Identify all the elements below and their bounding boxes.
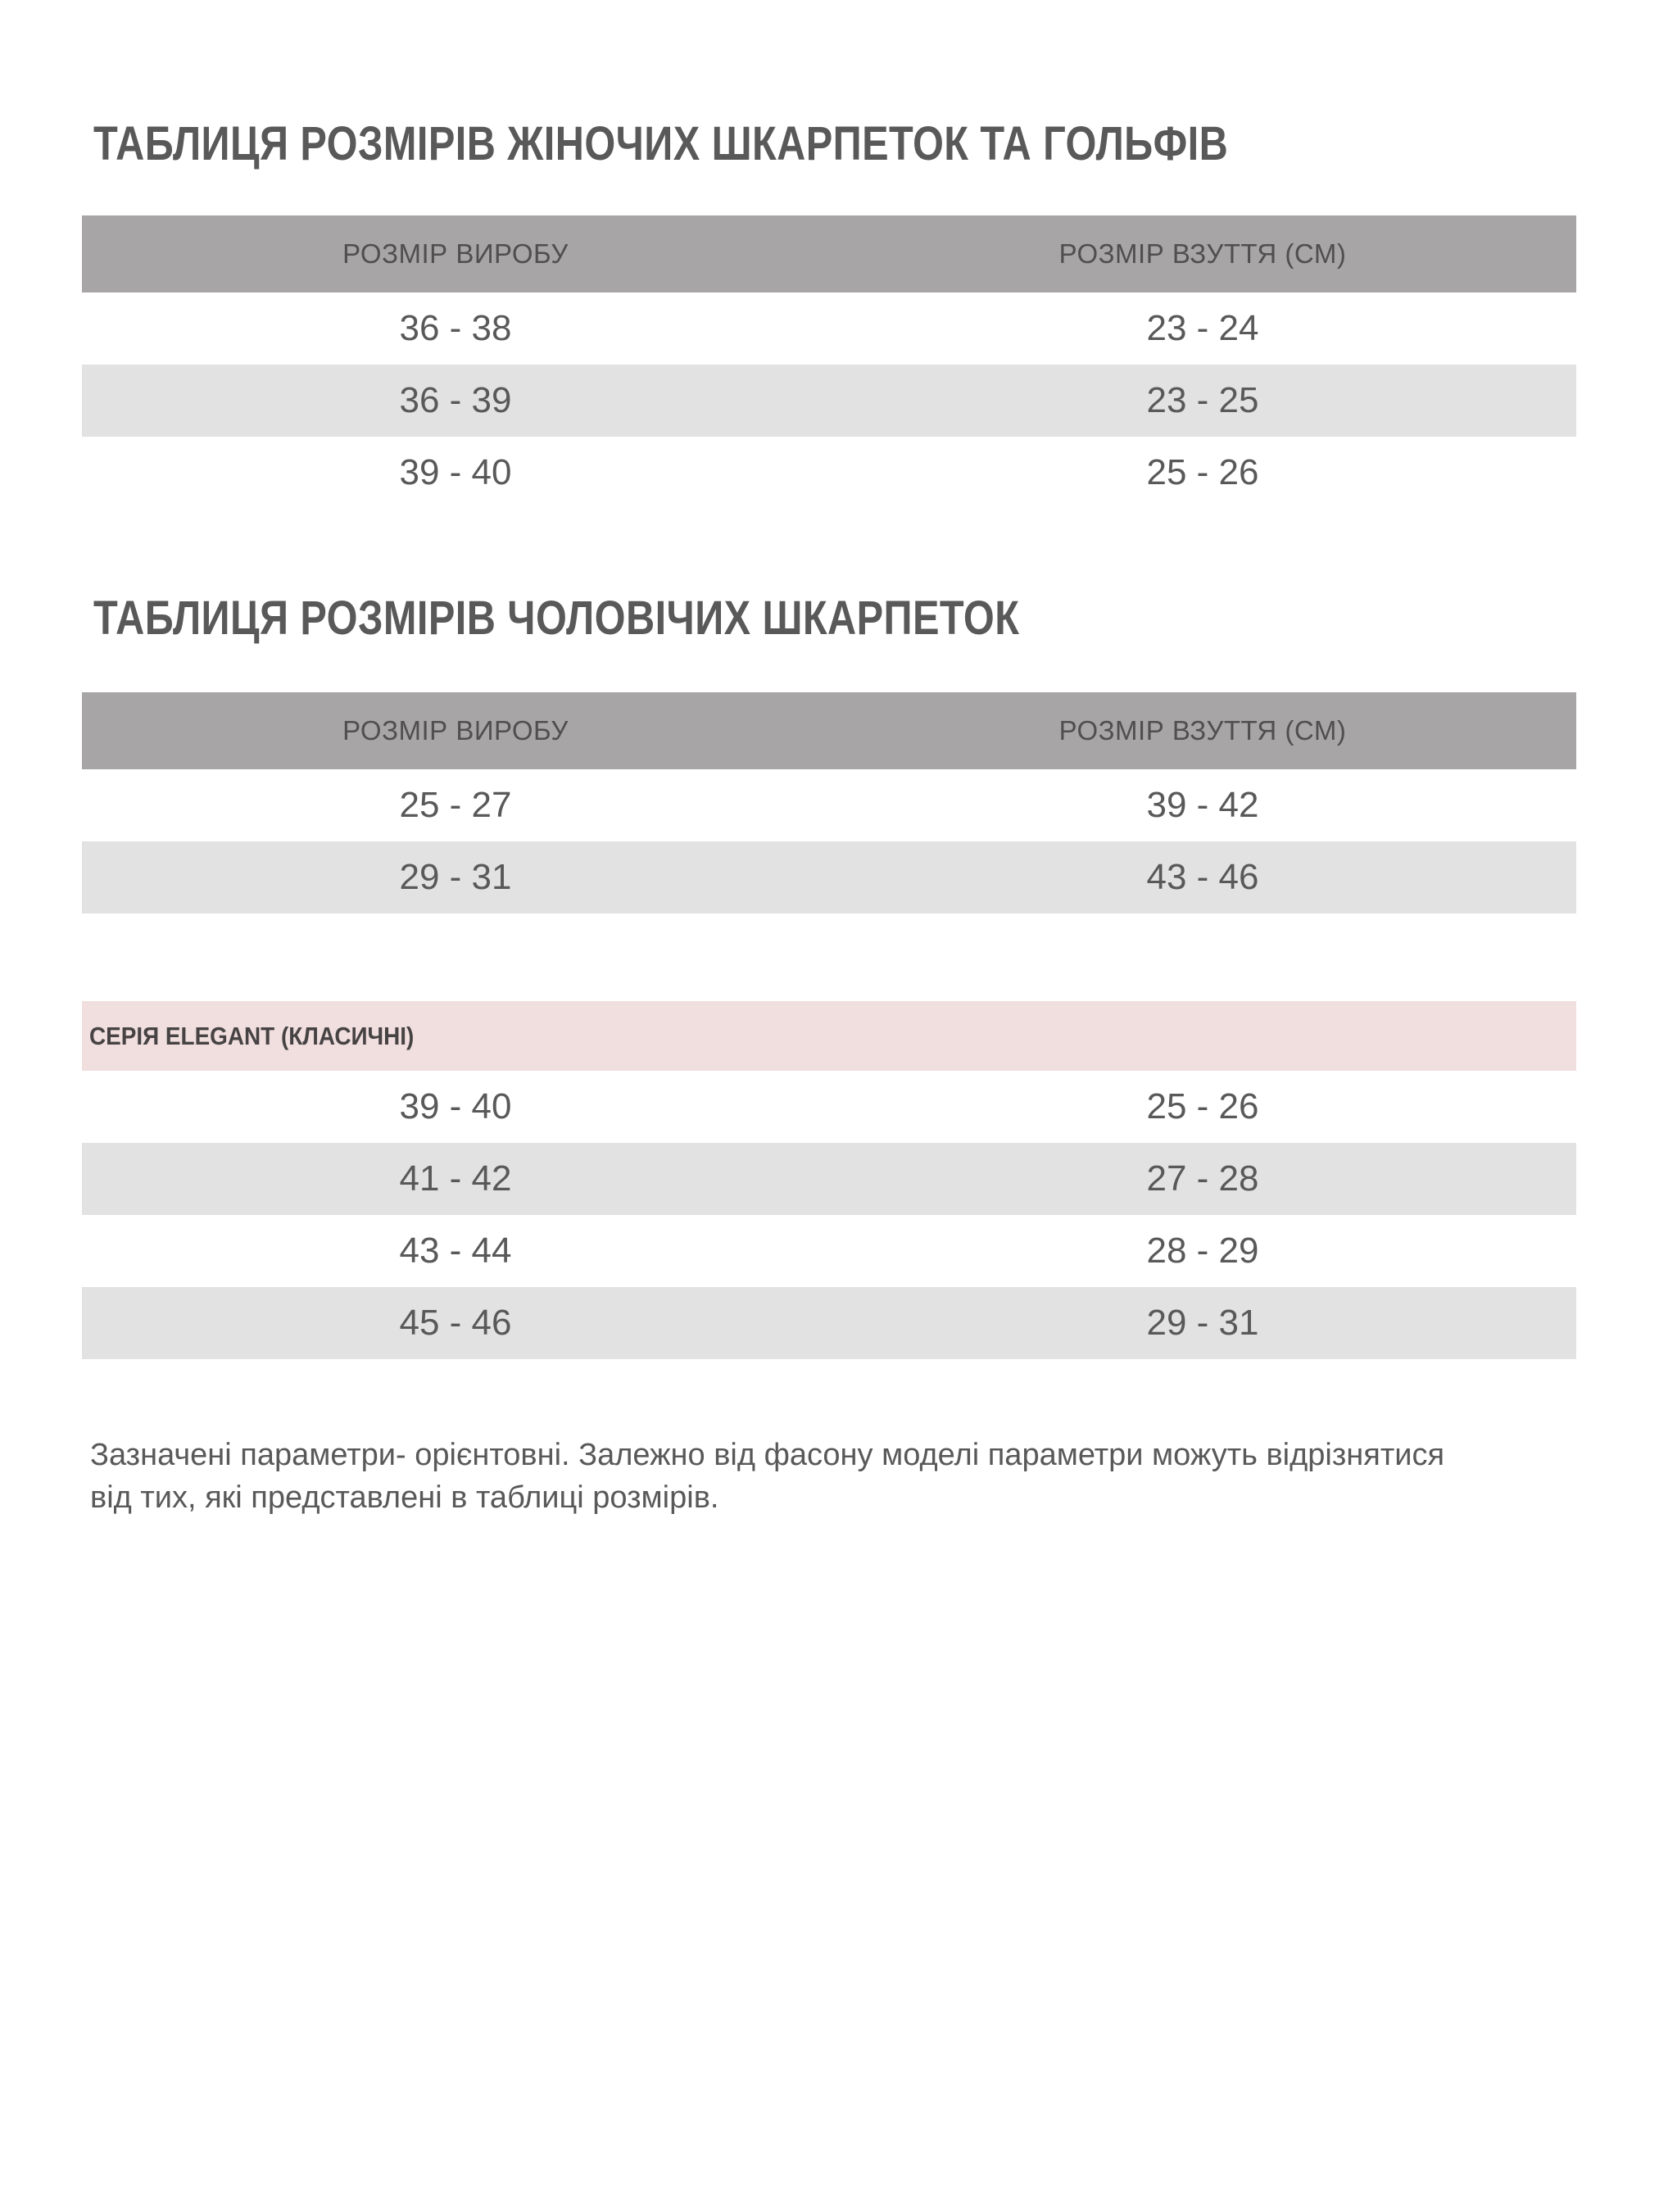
elegant-series-table: [82, 1001, 1576, 1359]
table-row: [82, 769, 1576, 841]
elegant-series-header: [82, 1001, 1576, 1071]
product-size-cell: 39 - 40: [399, 452, 512, 492]
footnote-line: від тих, які представлені в таблиці розмірів.: [90, 1480, 719, 1515]
column-header-product-size: РОЗМІР ВИРОБУ: [342, 238, 569, 269]
elegant-series-label: СЕРІЯ ELEGANT (КЛАСИЧНІ): [89, 1021, 415, 1050]
table-row: [82, 292, 1576, 365]
product-size-cell: 43 - 44: [399, 1231, 512, 1271]
product-size-cell: 25 - 27: [399, 785, 512, 825]
shoe-size-cell: 23 - 24: [1146, 308, 1259, 348]
table-row: [82, 1215, 1576, 1287]
women-sizes-table: [82, 215, 1576, 509]
shoe-size-cell: 29 - 31: [1146, 1303, 1259, 1343]
footnote: [90, 1434, 1598, 1519]
product-size-cell: 39 - 40: [399, 1086, 512, 1126]
footnote-line: Зазначені параметри- орієнтовні. Залежно від фасону моделі параметри можуть відрізнятися: [90, 1438, 1445, 1472]
product-size-cell: 36 - 38: [399, 308, 512, 348]
shoe-size-cell: 28 - 29: [1146, 1231, 1259, 1271]
shoe-size-cell: 25 - 26: [1146, 452, 1259, 492]
product-size-cell: 36 - 39: [399, 380, 512, 420]
men-table-title: ТАБЛИЦЯ РОЗМІРІВ ЧОЛОВІЧИХ ШКАРПЕТОК: [93, 591, 1020, 645]
column-header-shoe-size: РОЗМІР ВЗУТТЯ (СМ): [1058, 238, 1347, 269]
column-header-product-size: РОЗМІР ВИРОБУ: [342, 715, 569, 746]
shoe-size-cell: 25 - 26: [1146, 1086, 1259, 1126]
women-table-title: ТАБЛИЦЯ РОЗМІРІВ ЖІНОЧИХ ШКАРПЕТОК ТА ГОЛЬФІВ: [93, 116, 1229, 170]
table-row: [82, 1287, 1576, 1359]
men-table-header-row: [82, 692, 1576, 769]
men-sizes-table: [82, 692, 1576, 913]
table-row: [82, 1071, 1576, 1143]
product-size-cell: 29 - 31: [399, 857, 512, 897]
product-size-cell: 45 - 46: [399, 1303, 512, 1343]
women-table-header-row: [82, 215, 1576, 292]
table-row: [82, 365, 1576, 437]
shoe-size-cell: 23 - 25: [1146, 380, 1259, 420]
table-row: [82, 1143, 1576, 1215]
table-row: [82, 841, 1576, 913]
table-row: [82, 437, 1576, 509]
shoe-size-cell: 27 - 28: [1146, 1158, 1259, 1199]
product-size-cell: 41 - 42: [399, 1158, 512, 1199]
shoe-size-cell: 43 - 46: [1146, 857, 1259, 897]
shoe-size-cell: 39 - 42: [1146, 785, 1259, 825]
column-header-shoe-size: РОЗМІР ВЗУТТЯ (СМ): [1058, 715, 1347, 746]
